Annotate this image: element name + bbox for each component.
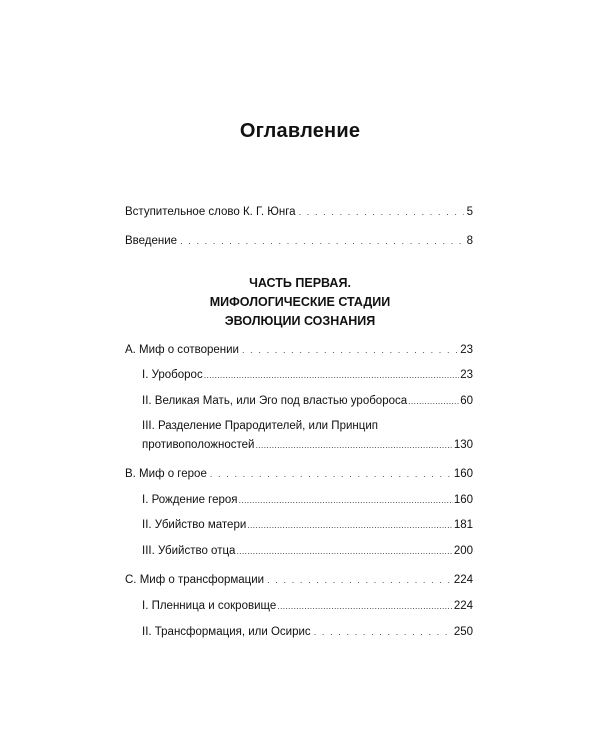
part-heading-line: ЧАСТЬ ПЕРВАЯ. [249,276,351,290]
toc-entry-page: 8 [466,235,473,247]
dot-leader [239,493,453,507]
toc-entry-label: противоположностей [142,439,255,451]
dot-leader [210,467,451,481]
toc-entry-label: Вступительное слово К. Г. Юнга [125,206,296,218]
dot-leader [267,573,451,587]
toc-section-c [125,573,473,587]
toc-entry-page: 130 [453,439,473,451]
toc-entry-page: 60 [460,395,473,407]
part-heading [0,274,600,331]
toc-entry-label: C. Миф о трансформации [125,574,265,586]
dot-leader [204,368,460,382]
toc-entry-c2 [142,625,473,639]
toc-entry-a2 [142,394,473,408]
dot-leader [180,234,464,248]
toc-entry-label: II. Убийство матери [142,519,247,531]
dot-leader [255,438,452,452]
dot-leader [277,599,453,613]
toc-entry-b3 [142,544,473,558]
toc-entry-page: 23 [460,369,473,381]
toc-entry-page: 250 [453,626,473,638]
toc-entry-a1 [142,368,473,382]
toc-section-a [125,343,473,357]
toc-entry-label: III. Убийство отца [142,545,236,557]
toc-entry-label: II. Трансформация, или Осирис [142,626,311,638]
toc-entry-page: 181 [453,519,473,531]
toc-entry-page: 224 [453,574,473,586]
toc-entry-introduction [125,234,473,248]
toc-entry-label: I. Рождение героя [142,494,238,506]
toc-entry-c1 [142,599,473,613]
toc-entry-label: I. Уроборос [142,369,203,381]
dot-leader [247,518,453,532]
toc-entry-label: I. Пленница и сокровище [142,600,277,612]
toc-entry-label: Введение [125,235,178,247]
dot-leader [236,544,452,558]
toc-entry-b2 [142,518,473,532]
part-heading-line: ЭВОЛЮЦИИ СОЗНАНИЯ [224,314,376,328]
toc-entry-page: 160 [453,468,473,480]
toc-entry-page: 200 [453,545,473,557]
toc-entry-page: 224 [453,600,473,612]
part-heading-line: МИФОЛОГИЧЕСКИЕ СТАДИИ [209,295,391,309]
page-title: Оглавление [239,120,361,142]
toc-entry-label: II. Великая Мать, или Эго под властью уробороса [142,395,408,407]
dot-leader [242,343,457,357]
toc-entry-a3-line1: III. Разделение Прародителей, или Принцип [142,420,378,432]
toc-entry-foreword [125,205,473,219]
toc-entry-page: 23 [460,344,473,356]
toc-entry-b1 [142,493,473,507]
toc-entry-a3 [142,438,473,452]
toc-entry-label: B. Миф о герое [125,468,207,480]
toc-entry-label: A. Миф о сотворении [125,344,239,356]
toc-entry-page: 5 [466,206,473,218]
toc-entry-page: 160 [453,494,473,506]
dot-leader [408,394,459,408]
dot-leader [299,205,464,219]
toc-section-b [125,467,473,481]
dot-leader [314,625,451,639]
